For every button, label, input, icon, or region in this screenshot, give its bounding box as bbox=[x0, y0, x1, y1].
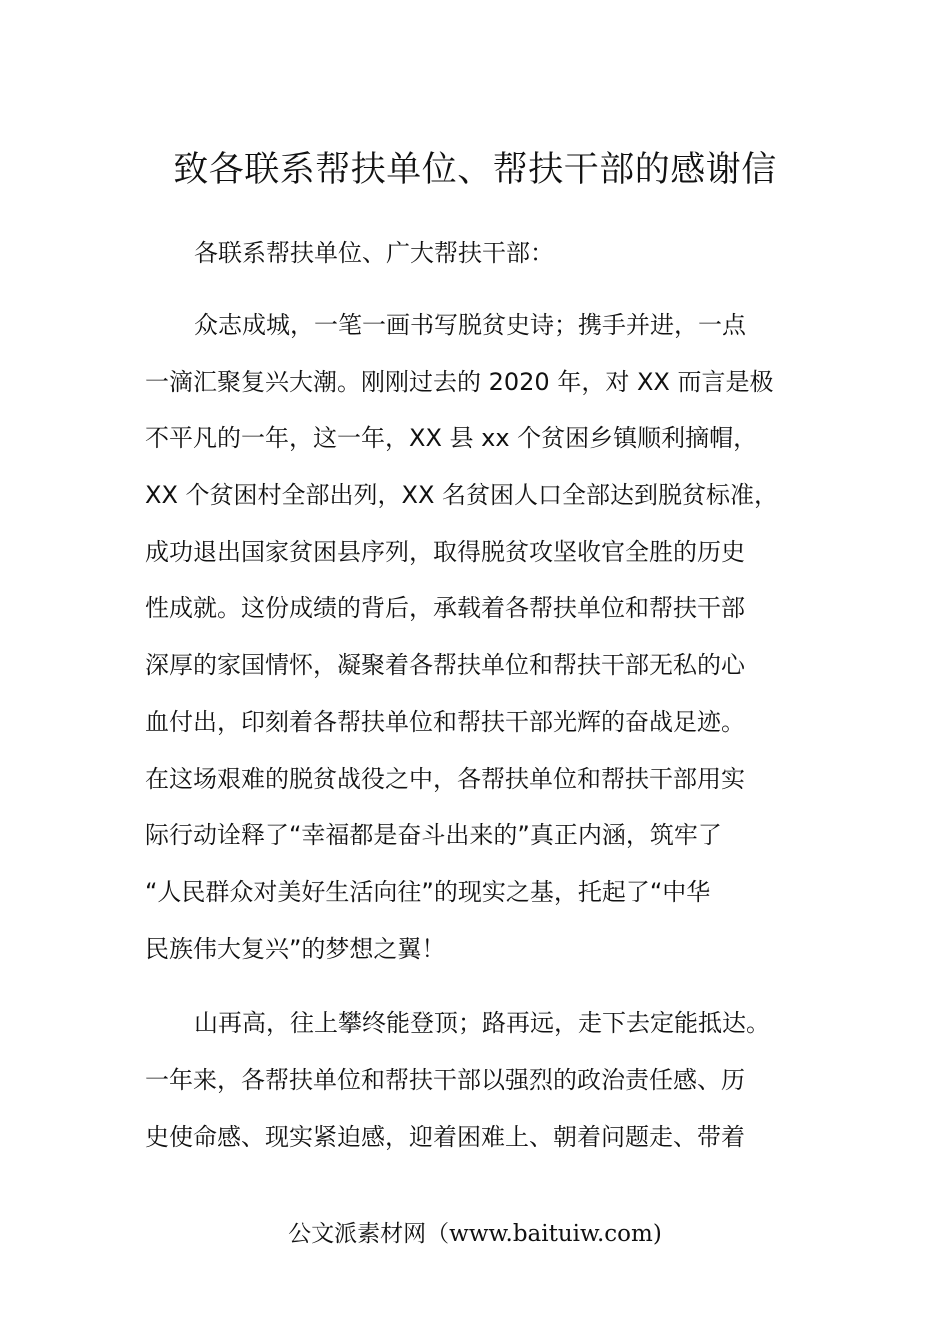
paragraph-line: 民族伟大复兴”的梦想之翼！ bbox=[145, 935, 446, 963]
paragraph-line: 在这场艰难的脱贫战役之中，各帮扶单位和帮扶干部用实 bbox=[145, 765, 745, 793]
document-title: 致各联系帮扶单位、帮扶干部的感谢信 bbox=[173, 150, 777, 190]
paragraph-line: 际行动诠释了“幸福都是奋斗出来的”真正内涵，筑牢了 bbox=[145, 821, 722, 849]
paragraph-line: 成功退出国家贫困县序列，取得脱贫攻坚收官全胜的历史 bbox=[145, 538, 745, 566]
footer-watermark: 公文派素材网（www.baituiw.com) bbox=[288, 1221, 662, 1247]
paragraph-line: 性成就。这份成绩的背后，承载着各帮扶单位和帮扶干部 bbox=[145, 594, 745, 622]
paragraph-line: “人民群众对美好生活向往”的现实之基，托起了“中华 bbox=[145, 878, 711, 906]
paragraph-line: 众志成城，一笔一画书写脱贫史诗；携手并进，一点 bbox=[194, 311, 746, 339]
paragraph-line: 史使命感、现实紧迫感，迎着困难上、朝着问题走、带着 bbox=[145, 1123, 745, 1151]
paragraph-line: 不平凡的一年，这一年，XX 县 xx 个贫困乡镇顺利摘帽， bbox=[145, 424, 758, 452]
paragraph-line: 一年来，各帮扶单位和帮扶干部以强烈的政治责任感、历 bbox=[145, 1066, 745, 1094]
paragraph-line: 深厚的家国情怀，凝聚着各帮扶单位和帮扶干部无私的心 bbox=[145, 651, 745, 679]
paragraph-line: 一滴汇聚复兴大潮。刚刚过去的 2020 年，对 XX 而言是极 bbox=[145, 368, 774, 396]
salutation: 各联系帮扶单位、广大帮扶干部： bbox=[194, 239, 554, 267]
paragraph-line: 血付出，印刻着各帮扶单位和帮扶干部光辉的奋战足迹。 bbox=[145, 708, 745, 736]
paragraph-line: 山再高，往上攀终能登顶；路再远，走下去定能抵达。 bbox=[194, 1009, 770, 1037]
paragraph-line: XX 个贫困村全部出列，XX 名贫困人口全部达到脱贫标准， bbox=[145, 481, 779, 509]
